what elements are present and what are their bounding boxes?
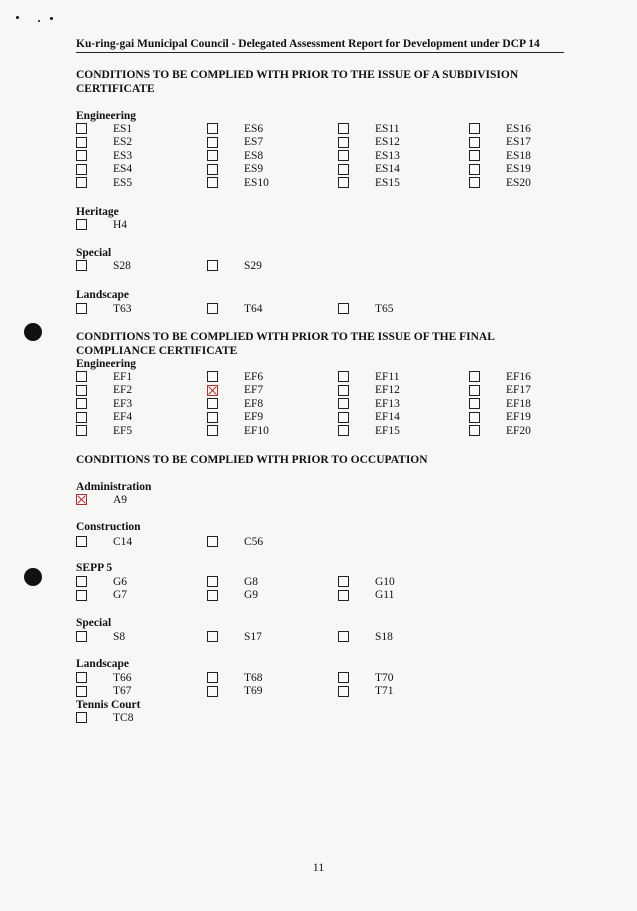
checkbox-grid (76, 575, 600, 602)
condition-code: EF10 (244, 424, 269, 437)
checkbox[interactable] (469, 412, 480, 423)
checkbox-grid (76, 122, 600, 190)
checkbox[interactable] (338, 385, 349, 396)
checkbox[interactable] (76, 412, 87, 423)
checkbox-grid (76, 711, 600, 725)
condition-item (76, 302, 207, 316)
condition-item (207, 589, 338, 603)
checkbox[interactable] (338, 412, 349, 423)
checkbox[interactable] (207, 536, 218, 547)
checkbox[interactable] (207, 576, 218, 587)
condition-code: T65 (375, 302, 394, 315)
checkbox-grid (76, 302, 600, 316)
condition-item (207, 575, 338, 589)
checkbox[interactable] (76, 164, 87, 175)
checkbox[interactable] (207, 686, 218, 697)
group-label-tennis-court: Tennis Court (76, 699, 141, 711)
condition-item (469, 122, 600, 136)
condition-item (76, 411, 207, 425)
checkbox[interactable] (207, 412, 218, 423)
checkbox[interactable] (207, 137, 218, 148)
checkbox[interactable] (76, 150, 87, 161)
condition-item (338, 589, 469, 603)
condition-item (338, 384, 469, 398)
checkbox[interactable] (207, 371, 218, 382)
condition-item (207, 176, 338, 190)
checkbox[interactable] (76, 686, 87, 697)
condition-item (76, 671, 207, 685)
condition-item (76, 136, 207, 150)
condition-code: EF16 (506, 370, 531, 383)
condition-code: ES17 (506, 136, 531, 149)
condition-code: ES4 (113, 163, 133, 176)
checkbox[interactable] (76, 398, 87, 409)
checkbox-grid (76, 218, 600, 232)
checkbox[interactable] (207, 164, 218, 175)
condition-item (338, 575, 469, 589)
condition-code: G10 (375, 575, 395, 588)
checkbox[interactable] (76, 137, 87, 148)
checkbox[interactable] (338, 425, 349, 436)
condition-code: EF18 (506, 397, 531, 410)
group-label-special: Special (76, 247, 112, 259)
condition-code: EF3 (113, 397, 133, 410)
checkbox[interactable] (338, 576, 349, 587)
checkbox[interactable] (207, 177, 218, 188)
checkbox[interactable] (338, 150, 349, 161)
checkbox-grid (76, 535, 600, 549)
condition-code: S17 (244, 630, 262, 643)
condition-item (469, 424, 600, 438)
condition-code: G6 (113, 575, 128, 588)
condition-item (76, 535, 207, 549)
document-header: Ku-ring-gai Municipal Council - Delegated Assessment Report for Development under DCP 14 (76, 38, 564, 53)
checkbox[interactable] (76, 385, 87, 396)
condition-item (338, 671, 469, 685)
checkbox[interactable] (207, 123, 218, 134)
condition-item (338, 397, 469, 411)
condition-item (76, 685, 207, 699)
condition-code: T64 (244, 302, 263, 315)
condition-item (207, 535, 338, 549)
checkbox[interactable] (469, 371, 480, 382)
group-label-special: Special (76, 617, 112, 629)
condition-code: G7 (113, 589, 128, 602)
condition-code: ES20 (506, 176, 531, 189)
checkbox-grid (76, 630, 600, 644)
checkbox[interactable] (76, 576, 87, 587)
checkbox[interactable] (76, 712, 87, 723)
condition-code: ES6 (244, 122, 264, 135)
condition-item (76, 370, 207, 384)
condition-code: EF20 (506, 424, 531, 437)
condition-code: T63 (113, 302, 132, 315)
section-heading-final-compliance: CONDITIONS TO BE COMPLIED WITH PRIOR TO THE ISSUE OF THE FINAL COMPLIANCE CERTIFICATE (76, 331, 495, 357)
condition-code: EF15 (375, 424, 400, 437)
condition-code: ES19 (506, 163, 531, 176)
condition-code: S28 (113, 259, 131, 272)
checkbox[interactable] (207, 398, 218, 409)
condition-item (207, 424, 338, 438)
condition-item (76, 711, 207, 725)
condition-item (469, 411, 600, 425)
checkbox[interactable] (338, 371, 349, 382)
checkbox[interactable] (207, 303, 218, 314)
condition-code: ES11 (375, 122, 400, 135)
checkbox[interactable] (76, 590, 87, 601)
checkbox[interactable] (207, 425, 218, 436)
checkbox[interactable] (207, 150, 218, 161)
condition-item (76, 630, 207, 644)
checkbox[interactable] (76, 123, 87, 134)
checkbox-grid (76, 671, 600, 698)
condition-code: ES7 (244, 136, 264, 149)
checkbox[interactable] (76, 631, 87, 642)
condition-item (469, 163, 600, 177)
group-label-construction: Construction (76, 521, 141, 533)
condition-item (338, 122, 469, 136)
checkbox[interactable] (207, 260, 218, 271)
checkbox-grid (76, 493, 600, 507)
condition-code: ES14 (375, 163, 400, 176)
condition-code: T68 (244, 671, 263, 684)
condition-item (338, 630, 469, 644)
condition-item (76, 493, 207, 507)
condition-item (207, 302, 338, 316)
condition-item (76, 575, 207, 589)
group-label-heritage: Heritage (76, 206, 119, 218)
checkbox[interactable] (76, 260, 87, 271)
checkbox[interactable] (469, 398, 480, 409)
checkbox[interactable] (76, 536, 87, 547)
section-heading-occupation: CONDITIONS TO BE COMPLIED WITH PRIOR TO OCCUPATION (76, 454, 428, 466)
condition-code: T71 (375, 685, 394, 698)
condition-item (469, 370, 600, 384)
checkbox[interactable] (469, 164, 480, 175)
condition-code: EF2 (113, 384, 133, 397)
condition-item (76, 163, 207, 177)
condition-code: H4 (113, 218, 128, 231)
checkbox[interactable] (338, 164, 349, 175)
checkbox[interactable] (76, 303, 87, 314)
condition-code: EF1 (113, 370, 133, 383)
checkbox[interactable] (338, 123, 349, 134)
checkbox[interactable] (207, 672, 218, 683)
condition-item (469, 176, 600, 190)
checkbox[interactable] (207, 631, 218, 642)
condition-code: EF19 (506, 411, 531, 424)
condition-code: ES10 (244, 176, 269, 189)
condition-item (76, 384, 207, 398)
checkbox[interactable] (76, 177, 87, 188)
scan-speck (50, 17, 53, 20)
punch-hole (24, 568, 42, 586)
checkbox[interactable] (338, 137, 349, 148)
section-heading-subdivision: CONDITIONS TO BE COMPLIED WITH PRIOR TO THE ISSUE OF A SUBDIVISION CERTIFICATE (76, 69, 519, 95)
condition-item (338, 136, 469, 150)
condition-code: ES8 (244, 149, 264, 162)
scan-speck (16, 16, 19, 19)
condition-code: A9 (113, 493, 128, 506)
group-label-landscape: Landscape (76, 289, 130, 301)
group-label-sepp5: SEPP 5 (76, 562, 113, 574)
checkbox[interactable] (338, 590, 349, 601)
condition-item (76, 176, 207, 190)
condition-code: EF9 (244, 411, 264, 424)
condition-item (207, 630, 338, 644)
condition-code: EF14 (375, 411, 400, 424)
condition-item (338, 685, 469, 699)
checkbox[interactable] (76, 425, 87, 436)
checkbox[interactable] (469, 425, 480, 436)
condition-code: EF11 (375, 370, 400, 383)
checked-checkbox[interactable] (76, 494, 87, 505)
condition-code: EF13 (375, 397, 400, 410)
condition-item (76, 122, 207, 136)
condition-code: EF17 (506, 384, 531, 397)
condition-item (207, 163, 338, 177)
checkbox[interactable] (338, 303, 349, 314)
condition-item (76, 218, 207, 232)
condition-item (207, 259, 338, 273)
condition-code: C14 (113, 535, 133, 548)
condition-item (469, 136, 600, 150)
condition-code: ES3 (113, 149, 133, 162)
condition-item (338, 370, 469, 384)
condition-item (469, 384, 600, 398)
condition-code: ES12 (375, 136, 400, 149)
condition-code: ES15 (375, 176, 400, 189)
condition-item (207, 370, 338, 384)
condition-item (469, 397, 600, 411)
checkbox[interactable] (338, 398, 349, 409)
checkbox-grid (76, 259, 600, 273)
condition-item (207, 671, 338, 685)
checkbox[interactable] (338, 177, 349, 188)
condition-code: EF4 (113, 411, 133, 424)
condition-item (76, 149, 207, 163)
condition-item (207, 149, 338, 163)
condition-code: EF12 (375, 384, 400, 397)
checkbox[interactable] (469, 385, 480, 396)
condition-item (76, 397, 207, 411)
condition-item (469, 149, 600, 163)
condition-code: C56 (244, 535, 264, 548)
scan-speck (38, 20, 40, 22)
condition-code: EF8 (244, 397, 264, 410)
condition-item (338, 176, 469, 190)
checkbox[interactable] (76, 219, 87, 230)
group-label-administration: Administration (76, 481, 152, 493)
condition-code: T66 (113, 671, 132, 684)
condition-item (207, 685, 338, 699)
checkbox[interactable] (469, 123, 480, 134)
condition-code: TC8 (113, 711, 134, 724)
condition-code: S8 (113, 630, 126, 643)
checked-checkbox[interactable] (207, 385, 218, 396)
group-label-engineering: Engineering (76, 110, 137, 122)
checkbox[interactable] (338, 672, 349, 683)
condition-code: EF6 (244, 370, 264, 383)
condition-item (76, 424, 207, 438)
checkbox-grid (76, 370, 600, 438)
checkbox[interactable] (338, 686, 349, 697)
checkbox[interactable] (76, 371, 87, 382)
condition-code: EF7 (244, 384, 264, 397)
condition-item (207, 411, 338, 425)
condition-code: ES13 (375, 149, 400, 162)
group-label-landscape: Landscape (76, 658, 130, 670)
condition-code: G9 (244, 589, 259, 602)
condition-code: T69 (244, 685, 263, 698)
checkbox[interactable] (76, 672, 87, 683)
condition-code: ES18 (506, 149, 531, 162)
condition-code: T67 (113, 685, 132, 698)
condition-item (207, 397, 338, 411)
condition-item (338, 302, 469, 316)
condition-item (338, 424, 469, 438)
checkbox[interactable] (338, 631, 349, 642)
condition-item (207, 136, 338, 150)
group-label-engineering: Engineering (76, 358, 137, 370)
condition-code: ES16 (506, 122, 531, 135)
condition-item (76, 259, 207, 273)
condition-item (338, 411, 469, 425)
condition-item (338, 163, 469, 177)
condition-code: S29 (244, 259, 262, 272)
condition-item (207, 122, 338, 136)
checkbox[interactable] (469, 150, 480, 161)
condition-code: G8 (244, 575, 259, 588)
condition-code: EF5 (113, 424, 133, 437)
condition-code: ES1 (113, 122, 133, 135)
condition-item (76, 589, 207, 603)
condition-code: ES9 (244, 163, 264, 176)
condition-item (207, 384, 338, 398)
checkbox[interactable] (469, 177, 480, 188)
condition-code: ES2 (113, 136, 133, 149)
condition-code: S18 (375, 630, 393, 643)
condition-code: T70 (375, 671, 394, 684)
page-number: 11 (312, 860, 325, 874)
checkbox[interactable] (469, 137, 480, 148)
condition-code: ES5 (113, 176, 133, 189)
punch-hole (24, 323, 42, 341)
condition-code: G11 (375, 589, 395, 602)
condition-item (338, 149, 469, 163)
checkbox[interactable] (207, 590, 218, 601)
